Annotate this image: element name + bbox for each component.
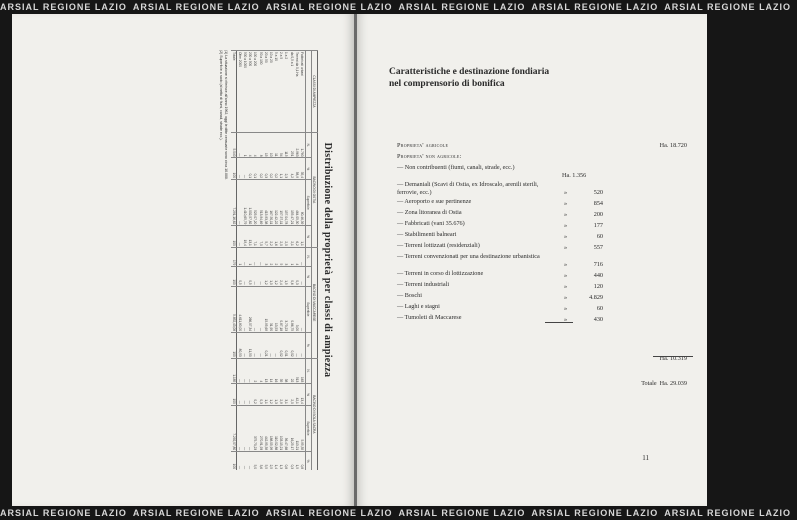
table-cell: 8	[258, 132, 263, 158]
table-cell: 1.002,57,82	[248, 180, 253, 226]
table-cell: 266,07,34	[248, 286, 253, 332]
table-cell: 1,1	[299, 226, 305, 248]
table-cell: 1,2	[274, 267, 279, 286]
table-cell: —	[237, 226, 243, 248]
table-cell: 100	[231, 267, 237, 286]
table-cell: 1,1	[279, 158, 284, 180]
land-use-item	[397, 281, 687, 292]
table-cell: 16	[274, 358, 279, 384]
table-cell: —	[242, 384, 247, 406]
table-cell: —	[258, 247, 263, 266]
table-cell: —	[258, 267, 263, 286]
table-cell: —	[268, 333, 273, 359]
table-cell: —	[237, 358, 243, 384]
table-cell: 1,3	[274, 384, 279, 406]
table-cell: —	[253, 286, 258, 332]
table-cell: 0.86,75	[289, 286, 294, 332]
table-cell: —	[258, 333, 263, 359]
item-value: 854	[593, 200, 603, 207]
row-label: da 0,5 a 1	[289, 51, 294, 133]
table-cell: 2	[274, 247, 279, 266]
right-page	[357, 14, 707, 506]
item-label: — Zona litoranea di Ostia	[397, 209, 462, 216]
table-row	[289, 51, 294, 471]
table-cell: 15.95,69	[263, 286, 268, 332]
table-cell: 100	[231, 384, 237, 406]
table-cell: 31,90	[268, 286, 273, 332]
item-unit: »	[564, 244, 568, 251]
watermark-top	[0, 0, 792, 14]
table-cell: 56.47,68	[284, 405, 289, 451]
table-row	[237, 51, 243, 471]
table-cell: 0,5	[248, 267, 253, 286]
table-cell: 5,7	[263, 226, 268, 248]
subtotal-row: Ha. 10.319	[659, 355, 687, 362]
item-label: — Laghi e stagni	[397, 303, 440, 310]
total-row	[397, 380, 687, 391]
table-cell: 4.611,80,00	[237, 286, 243, 332]
page-title: Caratteristiche e destinazione fondiaria nel comprensorio di bonifica	[389, 67, 550, 89]
table-cell: 3	[284, 247, 289, 266]
note: (1) La situazione si riferisce all'anno 1962, oggi le ditte censuarie sono circa 10.000.	[224, 50, 228, 180]
row-label: 100 a 200	[253, 51, 258, 133]
table-cell: 3	[263, 247, 268, 266]
table-cell: 2,5	[268, 452, 273, 470]
table-body	[231, 51, 305, 471]
table-cell: 7.292,07,80	[231, 405, 237, 451]
table-cell: 1.185	[231, 358, 237, 384]
non-contrib-row: — Non contribuenti (fiumi, canali, strade, ecc.) Ha. 1.356	[397, 164, 587, 179]
agricole-row: Proprieta' agricole Ha. 18.720	[397, 142, 687, 149]
item-unit: »	[564, 305, 568, 312]
item-value: 4.829	[589, 294, 603, 301]
table-cell: 4	[253, 132, 258, 158]
table-cell: 375.70,23	[253, 405, 258, 451]
item-value: 177	[593, 222, 603, 229]
item-unit: »	[564, 200, 568, 207]
note: (2) Superficie a ruolo (al netto di fiumi, canali, strade ecc.).	[219, 50, 223, 141]
table-cell: 35,4	[299, 158, 305, 180]
total-label: Totale	[641, 380, 657, 387]
item-label: — Aeroporto e sue pertinenze	[397, 198, 472, 205]
table-cell: 1	[242, 132, 247, 158]
land-use-item	[397, 209, 687, 220]
land-use-list	[397, 142, 687, 391]
table-cell: 115	[284, 132, 289, 158]
table-cell: 0,3	[263, 158, 268, 180]
item-value: 716	[593, 261, 603, 268]
table-cell: —	[242, 333, 247, 359]
table-cell: 42,1	[294, 384, 299, 406]
table-cell: —	[258, 286, 263, 332]
item-unit: »	[564, 261, 568, 268]
table-cell: —	[299, 247, 305, 266]
table-cell: 5.95,35	[299, 405, 305, 451]
watermark-track: ARSIAL REGIONE LAZIO ARSIAL REGIONE LAZIO ARSIAL REGIONE LAZIO ARSIAL REGIONE LAZIO ARSIAL REGIONE LAZIO ARSIAL REGIONE LAZIO	[0, 508, 792, 518]
sum-rule	[545, 322, 573, 323]
table-cell: 11,50	[248, 333, 253, 359]
table-cell: 155.47,21	[289, 180, 294, 226]
col-group: BACINO DI OSTIA	[311, 132, 317, 247]
table-cell: —	[237, 132, 243, 158]
table-row	[253, 51, 258, 471]
table-cell: 113.21	[294, 405, 299, 451]
table-cell: 38	[284, 358, 289, 384]
row-label: 500 a 1000	[242, 51, 247, 133]
table-cell: —	[242, 452, 247, 470]
table-cell: 100	[231, 333, 237, 359]
item-label: — Tumoleti di Maccarese	[397, 314, 462, 321]
table-cell: 13,4	[299, 384, 305, 406]
table-cell: 0,21	[263, 333, 268, 359]
table-cell: —	[299, 267, 305, 286]
table-cell: 5.040	[231, 132, 237, 158]
spacer	[397, 325, 687, 355]
table-cell: —	[237, 405, 243, 451]
table-cell: 1,2	[268, 384, 273, 406]
item-label: — Boschi	[397, 292, 422, 299]
table-cell: 2,4	[279, 267, 284, 286]
table-cell: —	[242, 158, 247, 180]
table-cell: —	[299, 333, 305, 359]
table-cell: —	[237, 180, 243, 226]
table-row	[231, 51, 237, 471]
table-cell: 167.50,11	[268, 180, 273, 226]
row-label: 1 a 2	[284, 51, 289, 133]
table-cell: 10	[268, 132, 273, 158]
land-use-item	[397, 253, 687, 270]
table-cell: —	[242, 247, 247, 266]
table-cell: 4,2	[289, 158, 294, 180]
land-use-item	[397, 242, 687, 253]
item-unit: »	[564, 233, 568, 240]
item-value: 200	[593, 211, 603, 218]
table-cell: 157.57,11	[279, 180, 284, 226]
table-cell: 11	[274, 132, 279, 158]
table-cell: 14	[268, 358, 273, 384]
table-cell: 188.05,99	[268, 405, 273, 451]
table-cell: 0,1	[253, 158, 258, 180]
table-cell: —	[248, 384, 253, 406]
item-value: 440	[593, 272, 603, 279]
item-label: — Terreni in corso di lottizzazione	[397, 270, 484, 277]
table-cell: 251	[289, 132, 294, 158]
table-cell: —	[253, 333, 258, 359]
table-cell: 4	[294, 247, 299, 266]
table-cell: 16,25.17	[289, 405, 294, 451]
table-cell: 0,2	[274, 158, 279, 180]
item-value: 120	[593, 283, 603, 290]
table-cell: 1,5	[284, 267, 289, 286]
item-label: — Stabilimenti balneari	[397, 231, 457, 238]
table-cell: 1,6	[274, 226, 279, 248]
table-row	[268, 51, 273, 471]
table-cell: 80.46,39	[299, 180, 305, 226]
table-cell: 2,1	[289, 226, 294, 248]
table-cell: 2	[253, 358, 258, 384]
table-row	[263, 51, 268, 471]
subtotal-rule	[653, 356, 693, 357]
table-cell: 4	[258, 358, 263, 384]
row-label: Fabbricati urbani	[299, 51, 305, 133]
table-cell: 0,2	[268, 158, 273, 180]
table-cell: 80,53	[237, 333, 243, 359]
item-unit: »	[564, 189, 568, 196]
table-cell: 100	[231, 226, 237, 248]
table-cell: 13,1	[248, 226, 253, 248]
item-label: — Demaniali (Scavi di Ostia, ex Idroscalo, arenili sterili, ferrovie, ecc.)	[397, 181, 539, 196]
table-notes	[219, 50, 228, 470]
table-cell: —	[242, 286, 247, 332]
table-cell: 1,3	[279, 452, 284, 470]
table-cell: 35	[279, 358, 284, 384]
table-cell: —	[253, 247, 258, 266]
table-row	[299, 51, 305, 471]
table-cell: 13	[263, 358, 268, 384]
table-cell: 15	[263, 132, 268, 158]
land-use-item	[397, 314, 687, 325]
row-label: Oltre 2000	[237, 51, 243, 133]
table-cell: 179	[231, 247, 237, 266]
table-cell: 7.291,16,62	[231, 180, 237, 226]
table-cell: 442.95,39	[263, 405, 268, 451]
table-cell: 100	[231, 158, 237, 180]
row-label: Terreni da 0,1 Ha	[294, 51, 299, 133]
table-cell: 0,3	[294, 267, 299, 286]
item-label: — Terreni lottizzati (residenziali)	[397, 242, 480, 249]
table-cell: 1	[237, 247, 243, 266]
table-cell: 0,8	[299, 452, 305, 470]
watermark-track: ARSIAL REGIONE LAZIO ARSIAL REGIONE LAZIO ARSIAL REGIONE LAZIO ARSIAL REGIONE LAZIO ARSIAL REGIONE LAZIO ARSIAL REGIONE LAZIO	[0, 2, 792, 12]
table-cell: 103.15,21	[279, 405, 284, 451]
table-cell: —	[248, 358, 253, 384]
table-cell: 54	[279, 132, 284, 158]
table-cell: —	[294, 333, 299, 359]
table-cell: 1	[289, 247, 294, 266]
item-unit: »	[564, 294, 568, 301]
table-cell: 1,2	[263, 267, 268, 286]
table-cell: 5,0	[253, 452, 258, 470]
table-cell: 0,5	[237, 267, 243, 286]
table-cell: 3,1	[284, 384, 289, 406]
rotated-table-block	[33, 50, 333, 470]
table-row	[279, 51, 284, 471]
table-cell: 100	[231, 452, 237, 470]
table-cell: 1,4	[274, 452, 279, 470]
row-label: 20 a 50	[263, 51, 268, 133]
item-unit: »	[564, 222, 568, 229]
row-label: Totale	[231, 51, 237, 133]
table-cell: 3,00	[294, 286, 299, 332]
non-agricole-row: Proprieta' non agricole:	[397, 153, 462, 160]
land-use-item	[397, 220, 687, 231]
watermark-bottom	[0, 506, 792, 520]
col-group: CLASSI DI AMPIEZZA	[311, 51, 317, 133]
page-number: 11	[642, 454, 649, 462]
table-row	[248, 51, 253, 471]
table-cell: 58,9	[294, 158, 299, 180]
table-cell: 2,3	[284, 158, 289, 180]
table-cell: 2,0	[289, 384, 294, 406]
table-cell: —	[237, 158, 243, 180]
row-label: 5 a 10	[274, 51, 279, 133]
item-label: — Fabbricati (vani 35.676)	[397, 220, 465, 227]
table-cell: 3,6	[258, 452, 263, 470]
table-cell: 1,5	[294, 452, 299, 470]
distribution-table: CLASSI DI AMPIEZZA BACINO DI OSTIA BACINO DI MACCARESE BACINO DI ISOLA SACRA N. % Superficie % N. % Superficie % N. % Superficie % Fabbricati urbani 1.780 35,4 80.46,39 1,1 — — — — 163 13,4 5.95,35 0,8 Terreni da 0,1 Ha 2.963 58,9 464.05,30 6,2 4 0,3 3,00 — 513 42,1 113.21 1,5 da 0,5 a 1 251 4,2 155.47,21 2,1 1 0,6 0.86,75 0,02 22 2,0 16,25.17 0,3 1 a 2 115 2,3 157.04,78 2,0 3 1,5 3.73,23 0,01 38 3,1 56.47,68 0,8 2 a 5 54 1,1 157.57,11 2,0 5 2,4 0.87,18 0,02 35 2,9 103.15,21 1,3 5 a 10 11 0,2 122.42,22 1,6 2 1,2 13,53 — 16 1,3 110.02,88 1,4 10 a 20 10 0,2 167.50,11 2,2 2 1,0 31,90 — 14 1,2 188.05,99 2,5 20 a 50 15 0,3 415.93,38 5,7 3 1,2 15.95,69 0,21 13 1,1 442.95,39 5,5 50 a 100 8 0,2 513.94,69 7,0 — — — — 4 0,3 270.91,93 3,6 100 a 200 4 0,1 525.07,20 7,1 — — — — 2 0,2 375.70,23 5,0 200 a 500 4 0,1 1.002,57,82 13,1 1 0,5 266,07,34 11,50 — — — — 500 a 1000 1 — 1.410,65,79 19,4 — — — — — — — — Oltre 2000 — — — — 1 0,5 4.611,80,00 80,53 — — — — Totale 5.040 100 7.291,16,62 100 179 100 5.852,43,08 100 1.185 100 7.292,07,80 100	[231, 52, 317, 469]
item-unit: »	[564, 283, 568, 290]
col-group: BACINO DI ISOLA SACRA	[311, 358, 317, 470]
table-cell: 0,01	[284, 333, 289, 359]
table-cell: 157.04,78	[284, 180, 289, 226]
table-cell: 2	[268, 247, 273, 266]
table-cell: —	[299, 286, 305, 332]
table-row	[242, 51, 247, 471]
table-cell: 513.94,69	[258, 180, 263, 226]
table-cell: 2.963	[294, 132, 299, 158]
land-use-item	[397, 270, 687, 281]
table-cell: 2,0	[279, 226, 284, 248]
table-row	[274, 51, 279, 471]
table-row	[258, 51, 263, 471]
item-label: — Terreni industriali	[397, 281, 450, 288]
table-cell: 7,1	[253, 226, 258, 248]
table-row	[294, 51, 299, 471]
land-use-item	[397, 292, 687, 303]
table-cell: 464.05,30	[294, 180, 299, 226]
table-cell: —	[237, 452, 243, 470]
item-value: 520	[593, 189, 603, 196]
table-cell: 19,4	[242, 226, 247, 248]
table-cell: 415.93,38	[263, 180, 268, 226]
col-group: BACINO DI MACCARESE	[311, 247, 317, 358]
row-label: 50 a 100	[258, 51, 263, 133]
land-use-item	[397, 231, 687, 242]
table-cell: 2,2	[268, 226, 273, 248]
table-cell: 110.02,88	[274, 405, 279, 451]
item-label: — Terreni convenzionati per una destinazione urbanistica	[397, 253, 540, 260]
table-cell: 0,3	[258, 384, 263, 406]
table-cell: 5	[279, 247, 284, 266]
table-cell: —	[242, 358, 247, 384]
table-cell: 0,3	[289, 452, 294, 470]
item-value: 430	[593, 316, 603, 323]
table-cell: 1,0	[268, 267, 273, 286]
row-label: 10 a 20	[268, 51, 273, 133]
table-cell: 5.852,43,08	[231, 286, 237, 332]
item-unit: »	[564, 316, 568, 323]
table-cell: 5,5	[263, 452, 268, 470]
table-cell: 7,0	[258, 226, 263, 248]
table-cell: 1	[248, 247, 253, 266]
table-title: Distribuzione della proprietà per classi di ampiezza	[322, 142, 333, 378]
table-cell: 13,53	[274, 286, 279, 332]
table-cell: 1.780	[299, 132, 305, 158]
item-unit: »	[564, 272, 568, 279]
table-cell: 513	[294, 358, 299, 384]
item-unit: »	[564, 211, 568, 218]
row-label: 200 a 500	[248, 51, 253, 133]
table-cell: —	[248, 405, 253, 451]
item-value: 60	[596, 233, 603, 240]
table-cell: 525.07,20	[253, 180, 258, 226]
table-cell: —	[253, 267, 258, 286]
table-cell: 0,8	[284, 452, 289, 470]
table-cell: 163	[299, 358, 305, 384]
table-cell: 0,02	[279, 333, 284, 359]
table-cell: 122.42,22	[274, 180, 279, 226]
table-cell: 3.73,23	[284, 286, 289, 332]
table-row	[284, 51, 289, 471]
table-cell: —	[242, 267, 247, 286]
table-cell: 0,6	[289, 267, 294, 286]
table-cell: 1,1	[263, 384, 268, 406]
table-cell: 0,2	[253, 384, 258, 406]
table-cell: —	[242, 405, 247, 451]
left-page	[12, 14, 354, 506]
spacer	[397, 366, 687, 380]
table-cell: 270.91,93	[258, 405, 263, 451]
table-cell: 2,0	[284, 226, 289, 248]
items-list	[397, 181, 687, 325]
land-use-item	[397, 181, 687, 198]
land-use-item	[397, 303, 687, 314]
table-cell: 22	[289, 358, 294, 384]
row-label: 2 a 5	[279, 51, 284, 133]
table-cell: 4	[248, 132, 253, 158]
land-use-item	[397, 198, 687, 209]
table-cell: 0.87,18	[279, 286, 284, 332]
table-cell: —	[237, 384, 243, 406]
total-value: Ha. 29.039	[659, 380, 687, 387]
table-cell: 0,2	[258, 158, 263, 180]
table-cell: 1.410,65,79	[242, 180, 247, 226]
item-value: 60	[596, 305, 603, 312]
item-value: 557	[593, 244, 603, 251]
table-cell: 0,02	[289, 333, 294, 359]
table-cell: —	[248, 452, 253, 470]
table-cell: 6,2	[294, 226, 299, 248]
table-cell: —	[274, 333, 279, 359]
table-cell: 0,1	[248, 158, 253, 180]
table-cell: 2,9	[279, 384, 284, 406]
